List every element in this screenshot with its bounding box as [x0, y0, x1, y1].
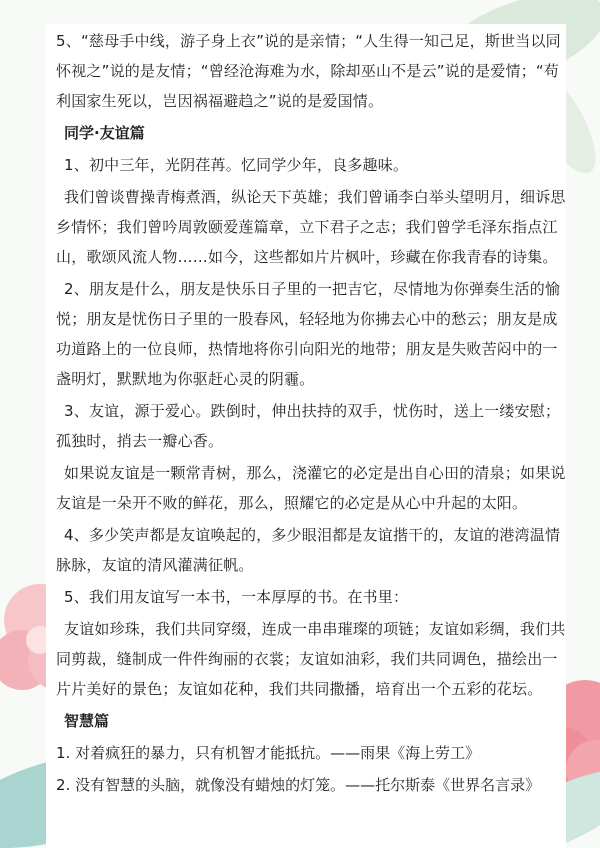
- section-heading-wisdom: 智慧篇: [64, 712, 110, 730]
- document-content: [56, 26, 570, 802]
- paragraph-1: 1、初中三年，光阴荏苒。忆同学少年，良多趣味。: [64, 156, 409, 174]
- paragraph-6: 4、多少笑声都是友谊唤起的，多少眼泪都是友谊揩干的，友谊的港湾温情脉脉，友谊的清风灌满征帆。: [56, 526, 561, 574]
- quote-item-2: 2. 没有智慧的头脑，就像没有蜡烛的灯笼。——托尔斯泰《世界名言录》: [56, 776, 541, 794]
- paragraph-5: 如果说友谊是一颗常青树，那么，浇灌它的必定是出自心田的清泉；如果说友谊是一朵开不败的鲜花，那么，照耀它的必定是从心中升起的太阳。: [56, 464, 566, 512]
- paragraph-7: 5、我们用友谊写一本书，一本厚厚的书。在书里：: [64, 588, 409, 606]
- paragraph-2: 我们曾谈曹操青梅煮酒，纵论天下英雄；我们曾诵李白举头望明月，细诉思乡情怀；我们曾吟周敦颐爱莲篇章，立下君子之志；我们曾学毛泽东指点江山，歌颂风流人物……如今，这些都如片片枫叶，珍藏在你我青春的诗集。: [56, 188, 566, 266]
- paragraph-8: 友谊如珍珠，我们共同穿缀，连成一串串璀璨的项链；友谊如彩绸，我们共同剪裁，缝制成一件件绚丽的衣裳；友谊如油彩，我们共同调色，描绘出一片片美好的景色；友谊如花种，我们共同撒播，培育出一个五彩的花坛。: [56, 620, 566, 698]
- paragraph-4: 3、友谊，源于爱心。跌倒时，伸出扶持的双手，忧伤时，送上一缕安慰；孤独时，捎去一瓣心香。: [56, 402, 561, 450]
- quote-item-1: 1. 对着疯狂的暴力，只有机智才能抵抗。——雨果《海上劳工》: [56, 744, 481, 762]
- paragraph-family-love: 5、“慈母手中线，游子身上衣”说的是亲情；“人生得一知己足，斯世当以同怀视之”说的是友情；“曾经沧海难为水，除却巫山不是云”说的是爱情；“苟利国家生死以，岂因祸福避趋之”说的是爱国情。: [56, 32, 561, 110]
- section-heading-friendship: 同学·友谊篇: [64, 124, 145, 142]
- paragraph-3: 2、朋友是什么，朋友是快乐日子里的一把吉它，尽情地为你弹奏生活的愉悦；朋友是忧伤日子里的一股春风，轻轻地为你拂去心中的愁云；朋友是成功道路上的一位良师，热情地将你引向阳光的地带；朋友是失败苦闷中的一盏明灯，默默地为你驱赶心灵的阴霾。: [56, 280, 561, 388]
